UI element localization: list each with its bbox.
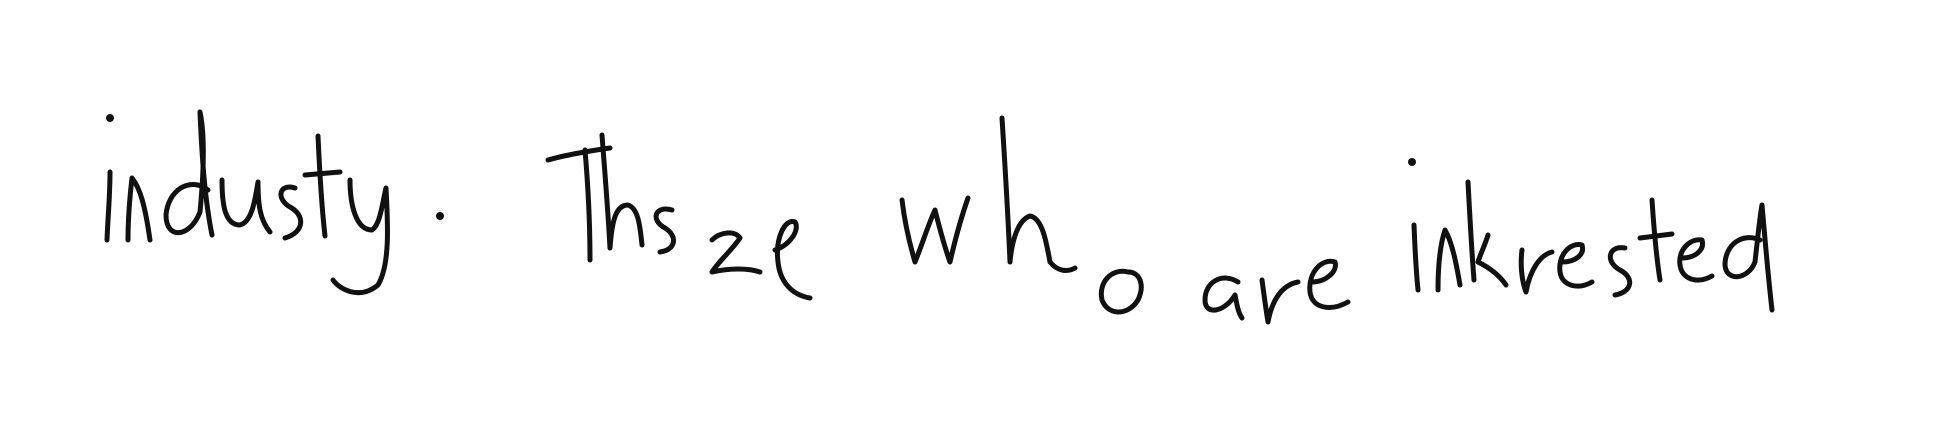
word-interested-ink	[1408, 158, 1772, 310]
word-those-ink	[548, 135, 810, 298]
word-who-ink	[902, 118, 1141, 312]
word-industy-ink	[106, 112, 444, 293]
word-are-ink	[1205, 261, 1348, 322]
